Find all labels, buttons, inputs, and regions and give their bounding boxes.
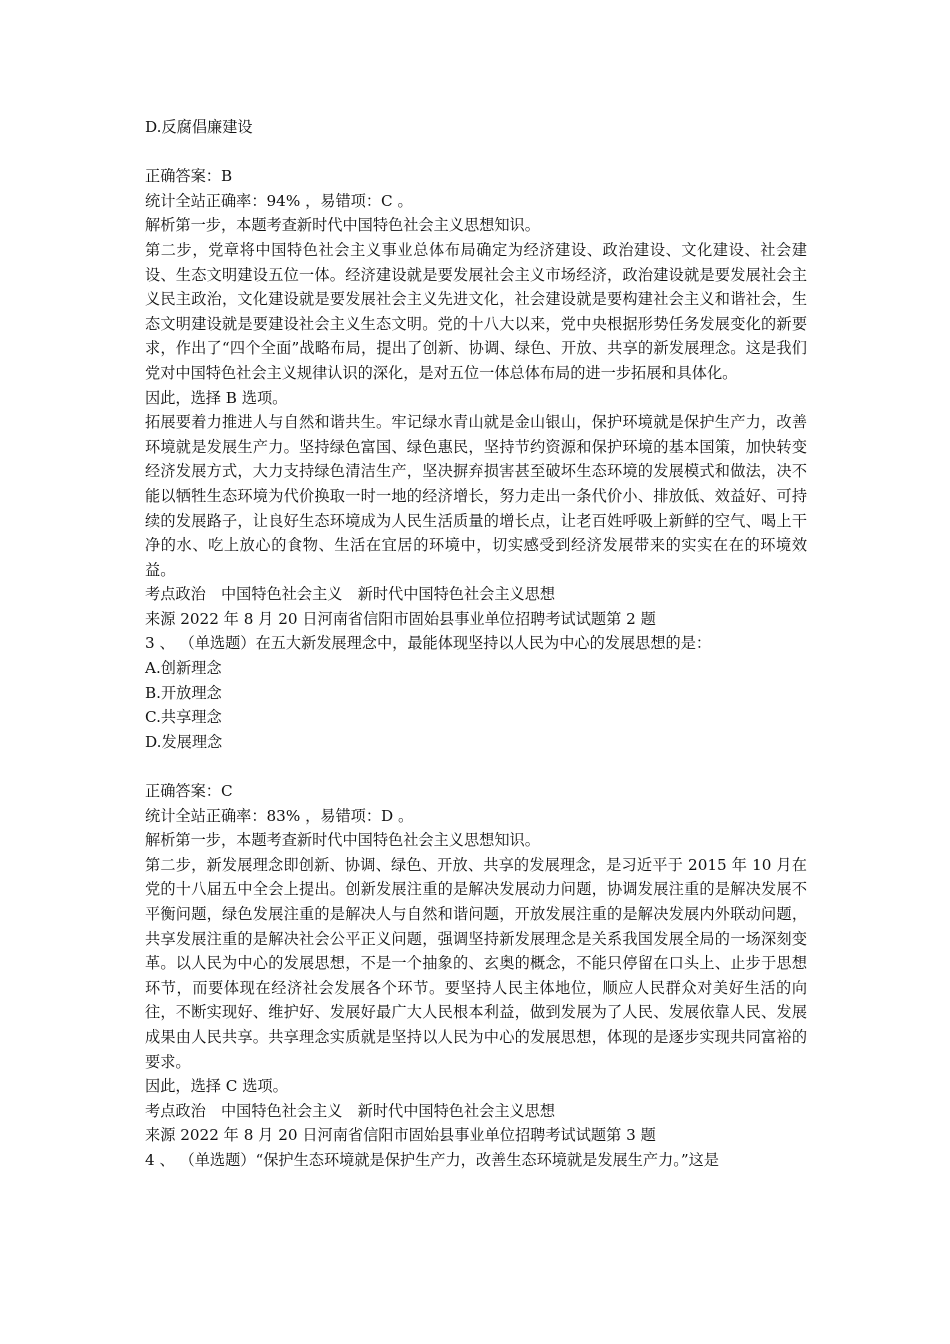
- q2-analysis-step2: 第二步，党章将中国特色社会主义事业总体布局确定为经济建设、政治建设、文化建设、社会建设、生态文明建设五位一体。经济建设就是要发展社会主义市场经济，政治建设就是要发展社会主义民主政治，文化建设就是要发展社会主义先进文化，社会建设就是要构建社会主义和谐社会，生态文明建设就是要建设社会主义生态文明。党的十八大以来，党中央根据形势任务发展变化的新要求，作出了“四个全面”战略布局，提出了创新、协调、绿色、开放、共享的新发展理念。这是我们党对中国特色社会主义规律认识的深化，是对五位一体总体布局的进一步拓展和具体化。: [145, 240, 807, 382]
- q3-conclusion: 因此，选择 C 选项。: [145, 1077, 288, 1096]
- q2-option-d: D.反腐倡廉建设: [145, 118, 253, 136]
- document-body: [145, 115, 807, 1173]
- q3-analysis-step1: 解析第一步，本题考查新时代中国特色社会主义思想知识。: [145, 831, 540, 850]
- q2-topic: 考点政治 中国特色社会主义 新时代中国特色社会主义思想: [145, 585, 556, 604]
- spacer: [145, 754, 807, 779]
- q2-analysis-step1: 解析第一步，本题考查新时代中国特色社会主义思想知识。: [145, 216, 540, 235]
- q3-source: 来源 2022 年 8 月 20 日河南省信阳市固始县事业单位招聘考试试题第 3 题: [145, 1126, 656, 1145]
- spacer: [145, 140, 807, 165]
- q2-extension: 拓展要着力推进人与自然和谐共生。牢记绿水青山就是金山银山，保护环境就是保护生产力，改善环境就是发展生产力。坚持绿色富国、绿色惠民，坚持节约资源和保护环境的基本国策，加快转变经济发展方式，大力支持绿色清洁生产，坚决摒弃损害甚至破坏生态环境的发展模式和做法，决不能以牺牲生态环境为代价换取一时一地的经济增长，努力走出一条代价小、排放低、效益好、可持续的发展路子，让良好生态环境成为人民生活质量的增长点，让老百姓呼吸上新鲜的空气、喝上干净的水、吃上放心的食物、生活在宜居的环境中，切实感受到经济发展带来的实实在在的环境效益。: [145, 413, 807, 579]
- q3-option-d: D.发展理念: [145, 732, 223, 751]
- q2-conclusion: 因此，选择 B 选项。: [145, 388, 288, 407]
- q4-stem: 4 、 （单选题）“保护生态环境就是保护生产力，改善生态环境就是发展生产力。”这是: [145, 1150, 719, 1169]
- q3-option-a: A.创新理念: [145, 659, 222, 678]
- q3-topic: 考点政治 中国特色社会主义 新时代中国特色社会主义思想: [145, 1101, 556, 1120]
- q3-answer: 正确答案：C: [145, 782, 233, 801]
- q3-option-b: B.开放理念: [145, 683, 222, 702]
- q3-analysis-step2: 第二步，新发展理念即创新、协调、绿色、开放、共享的发展理念，是习近平于 2015 年 10 月在党的十八届五中全会上提出。创新发展注重的是解决发展动力问题，协调发展注重的是解决发展不平衡问题，绿色发展注重的是解决人与自然和谐问题，开放发展注重的是解决发展内外联动问题，共享发展注重的是解决社会公平正义问题，强调坚持新发展理念是关系我国发展全局的一场深刻变革。以人民为中心的发展思想，不是一个抽象的、玄奥的概念，不能只停留在口头上、止步于思想环节，而要体现在经济社会发展各个环节。要坚持人民主体地位，顺应人民群众对美好生活的向往，不断实现好、维护好、发展好最广大人民根本利益，做到发展为了人民、发展依靠人民、发展成果由人民共享。共享理念实质就是坚持以人民为中心的发展思想，体现的是逐步实现共同富裕的要求。: [145, 855, 807, 1071]
- q3-stats: 统计全站正确率：83% ，易错项：D 。: [145, 806, 414, 825]
- q2-answer: 正确答案：B: [145, 167, 233, 186]
- q3-option-c: C.共享理念: [145, 708, 222, 727]
- q2-stats: 统计全站正确率：94% ，易错项：C 。: [145, 191, 413, 210]
- q2-source: 来源 2022 年 8 月 20 日河南省信阳市固始县事业单位招聘考试试题第 2 题: [145, 609, 656, 628]
- q3-stem: 3 、 （单选题）在五大新发展理念中，最能体现坚持以人民为中心的发展思想的是：: [145, 634, 712, 653]
